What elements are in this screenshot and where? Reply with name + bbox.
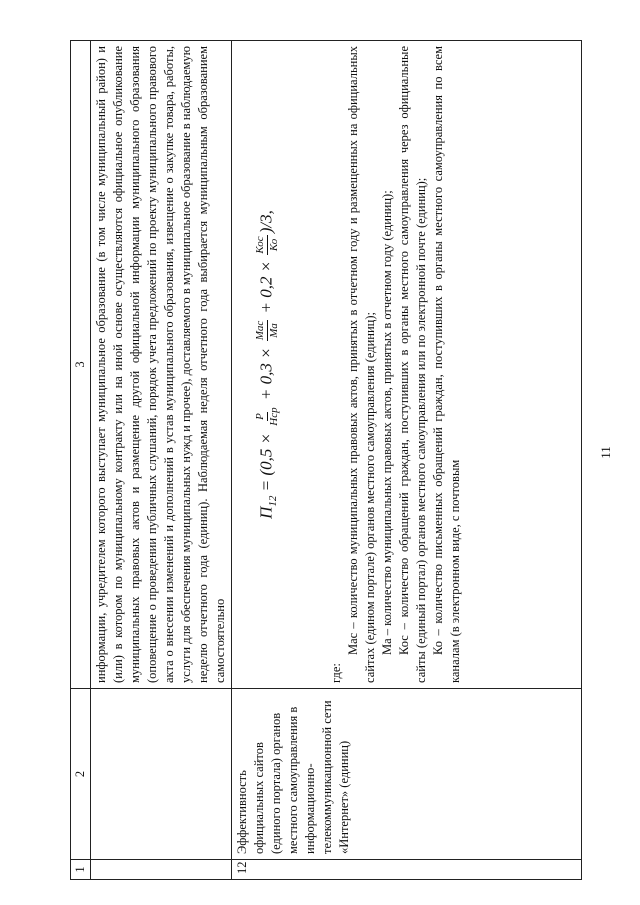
definition-kos: Кос – количество обращений граждан, поступивших в органы местного самоуправления через официальные сайты (единый портал) органов местного самоуправления или по электронной почте (единиц); — [396, 46, 428, 683]
fraction-mac-ma — [254, 320, 281, 341]
formula-lhs: П — [256, 506, 276, 519]
page-number: 11 — [598, 446, 613, 459]
empty-cell — [91, 689, 232, 860]
indicator-method — [232, 41, 582, 689]
definition-ko: Ко – количество письменных обращений граждан, поступивших в органы местного самоуправления по всем каналам (в электронном виде, с почтовым — [430, 46, 462, 683]
header-cell-1: 1 — [71, 860, 91, 880]
continuation-text: информации, учредителем которого выступает муниципальное образование (в том числе муниципальный район) и (или) в котором по муниципальному контракту или на иной основе осуществляются официальное опубликование муниципальных правовых актов и размещение другой официальной информации муниципального образования (оповещение о проведении публичных слушаний, порядок учета предложений по проекту муниципального правового акта о внесении изменений и дополнений в устав муниципального образования, извещение о закупке товара, работы, услуги для обеспечения муниципальных нужд и прочее), доставляемого в муниципальное образование в наблюдаемую неделю отчетного года (единиц). Наблюдаемая неделя отчетного года выбирается муниципальным образованием самостоятельно — [91, 41, 232, 689]
indicator-table — [70, 40, 582, 880]
fraction-r-ncp — [254, 406, 281, 426]
table-row-12 — [232, 41, 582, 880]
indicator-name: Эффективность официальных сайтов (единого портала) органов местного самоуправления в информационно-телекоммуникационной сети «Интернет» (единиц) — [232, 689, 582, 860]
row-number: 12 — [232, 860, 582, 880]
formula-tail: )/3, — [256, 210, 276, 234]
formula-plus-1: + 0,3 × — [256, 347, 276, 401]
fraction-kos-ko — [254, 235, 281, 254]
fraction-numerator: Кос — [254, 236, 266, 254]
definition-mac: Мас – количество муниципальных правовых актов, принятых в отчетном году и размещенных на официальных сайтах (едином портале) органов местного самоуправления (единиц); — [345, 46, 377, 683]
formula-eq: = (0,5 × — [256, 432, 276, 496]
definition-ma: Ма – количество муниципальных правовых актов, принятых в отчетном году (единиц); — [379, 190, 394, 655]
fraction-denominator: Ко — [268, 238, 280, 252]
table-header-row — [71, 41, 91, 880]
formula-plus-2: + 0,2 × — [256, 260, 276, 314]
fraction-numerator: Р — [254, 413, 266, 420]
where-label: где: — [328, 663, 343, 683]
formula — [234, 46, 328, 683]
header-cell-2: 2 — [71, 689, 91, 860]
table-row-continuation — [91, 41, 232, 880]
empty-cell — [91, 860, 232, 880]
fraction-denominator: Нср — [268, 407, 280, 426]
header-cell-3: 3 — [71, 41, 91, 689]
formula-lhs-sub: 12 — [266, 495, 279, 507]
fraction-denominator: Ма — [268, 323, 280, 338]
fraction-numerator: Мас — [254, 320, 266, 341]
